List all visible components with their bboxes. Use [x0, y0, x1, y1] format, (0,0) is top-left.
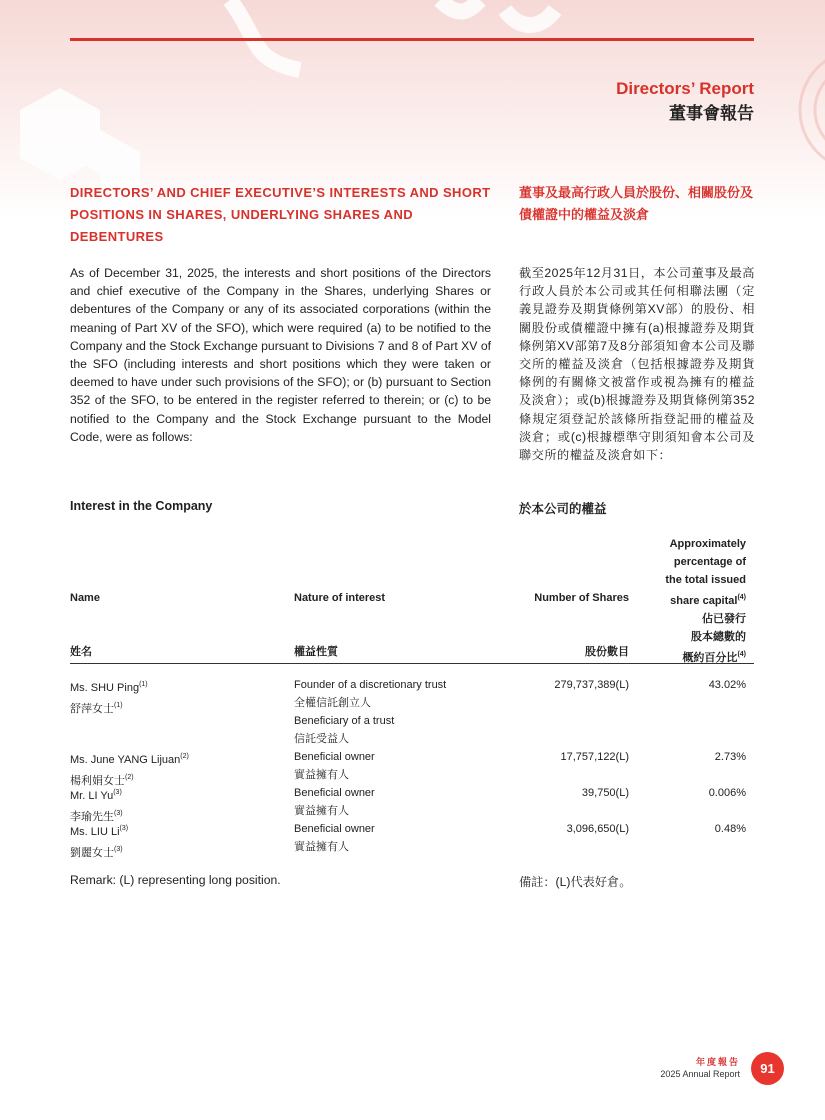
- nature-line: Beneficial owner: [294, 787, 375, 799]
- section-heading-en: DIRECTORS’ AND CHIEF EXECUTIVE’S INTERESTS AND SHORT POSITIONS IN SHARES, UNDERLYING SHARES AND DEBENTURES: [70, 185, 491, 244]
- name-en: Ms. LIU Li: [70, 826, 120, 838]
- header-pct-text: share capital: [670, 595, 738, 607]
- row-percentage: 2.73%: [714, 751, 746, 763]
- row-nature: [294, 748, 524, 784]
- intro-paragraph-en: As of December 31, 2025, the interests and short positions of the Directors and chief executive of the Company in the Shares, underlying Shares or debentures of the Company or any of its associated corporations (within the meaning of Part XV of the SFO), which were required (a) to be notified to the Company and the Stock Exchange pursuant to Divisions 7 and 8 of Part XV of the SFO (including interests and short positions which they were taken or deemed to have under such provisions of the SFO); or (b) pursuant to Section 352 of the SFO, to be entered in the register referred to therein; or (c) to be notified to the Company and the Stock Exchange pursuant to the Model Code, were as follows:: [70, 266, 491, 444]
- name-en: Ms. SHU Ping: [70, 682, 140, 694]
- footnote-marker: (2): [125, 774, 134, 781]
- header-title-zh: 董事會報告: [669, 104, 754, 123]
- row-nature: [294, 784, 524, 820]
- row-shares: 39,750(L): [581, 787, 629, 799]
- row-percentage: 43.02%: [708, 679, 746, 691]
- row-shares: 17,757,122(L): [560, 751, 629, 763]
- footnote-marker: (4): [737, 594, 746, 601]
- header-name-en: Name: [70, 592, 100, 604]
- header-title-en: Directors’ Report: [616, 79, 754, 98]
- nature-line: 實益擁有人: [294, 769, 349, 781]
- footer-report-en: 2025 Annual Report: [660, 1069, 740, 1079]
- remark-zh: 備註：(L)代表好倉。: [519, 875, 632, 889]
- header-pct-line-zh: 股本總數的: [691, 631, 746, 643]
- header-nature-zh: 權益性質: [294, 646, 338, 658]
- footnote-marker: (2): [180, 753, 189, 760]
- table-row: [70, 820, 754, 859]
- header-pct-line: the total issued: [665, 574, 746, 586]
- nature-line: 全權信託創立人: [294, 697, 371, 709]
- page-number-badge: 91: [751, 1052, 784, 1085]
- row-percentage: 0.006%: [708, 787, 746, 799]
- row-nature: [294, 820, 524, 856]
- header-pct-line: percentage of: [673, 556, 746, 568]
- remark-en: Remark: (L) representing long position.: [70, 873, 281, 887]
- footnote-marker: (4): [737, 651, 746, 658]
- header-pct-line-zh: 佔已發行: [702, 613, 746, 625]
- row-shares: 279,737,389(L): [554, 679, 629, 691]
- interest-table: [70, 535, 754, 859]
- header-pct-line: Approximately: [669, 538, 746, 550]
- nature-line: Beneficiary of a trust: [294, 715, 395, 727]
- header-name-zh: 姓名: [70, 646, 92, 658]
- name-zh: 楊利娟女士: [70, 775, 125, 787]
- row-shares: 3,096,650(L): [566, 823, 629, 835]
- nature-line: Beneficial owner: [294, 751, 375, 763]
- subheading-zh: 於本公司的權益: [519, 502, 607, 516]
- footer-report-zh: 年度報告: [695, 1057, 740, 1067]
- footnote-marker: (1): [139, 681, 148, 688]
- subheading-en: Interest in the Company: [70, 499, 213, 513]
- row-nature: [294, 676, 524, 748]
- row-name: [70, 820, 290, 862]
- page-header: [616, 79, 754, 126]
- name-zh: 劉麗女士: [70, 847, 114, 859]
- section-heading-zh: 董事及最高行政人員於股份、相關股份及債權證中的權益及淡倉: [519, 185, 754, 222]
- header-percentage: [636, 535, 746, 667]
- header-pct-line-zh: [636, 646, 746, 667]
- intro-paragraph-zh: 截至2025年12月31日，本公司董事及最高行政人員於本公司或其任何相聯法團（定義見證券及期貨條例第XV部）的股份、相關股份或債權證中擁有(a)根據證券及期貨條例第XV部第7及8分部須知會本公司及聯交所的權益及淡倉（包括根據證券及期貨條例的有關條文被當作或視為擁有的權益及淡倉）；或(b)根據證券及期貨條例第352條規定須登記於該條所指登記冊的權益及淡倉；或(c)根據標準守則須知會本公司及聯交所的權益及淡倉如下：: [519, 266, 755, 463]
- header-pct-text-zh: 概約百分比: [682, 652, 738, 664]
- header-rule: [70, 38, 754, 41]
- nature-line: Founder of a discretionary trust: [294, 679, 447, 691]
- nature-line: Beneficial owner: [294, 823, 375, 835]
- name-zh: 李瑜先生: [70, 811, 114, 823]
- header-shares-en: Number of Shares: [534, 592, 629, 604]
- header-nature-en: Nature of interest: [294, 592, 386, 604]
- name-en: Mr. LI Yu: [70, 790, 114, 802]
- table-row: [70, 748, 754, 787]
- footnote-marker: (3): [114, 810, 123, 817]
- table-row: [70, 784, 754, 823]
- footnote-marker: (3): [114, 846, 123, 853]
- nature-line: 實益擁有人: [294, 805, 349, 817]
- name-zh: 舒萍女士: [70, 703, 114, 715]
- table-header: [70, 535, 754, 664]
- name-en: Ms. June YANG Lijuan: [70, 754, 181, 766]
- footnote-marker: (3): [113, 789, 122, 796]
- page-footer: [660, 1057, 740, 1080]
- row-percentage: 0.48%: [714, 823, 746, 835]
- footnote-marker: (3): [119, 825, 129, 832]
- header-shares-zh: 股份數目: [585, 646, 629, 658]
- nature-line: 實益擁有人: [294, 841, 349, 853]
- table-row: [70, 676, 754, 748]
- row-name: [70, 676, 290, 718]
- header-pct-line: [636, 589, 746, 610]
- nature-line: 信託受益人: [294, 733, 349, 745]
- footnote-marker: (1): [114, 702, 123, 709]
